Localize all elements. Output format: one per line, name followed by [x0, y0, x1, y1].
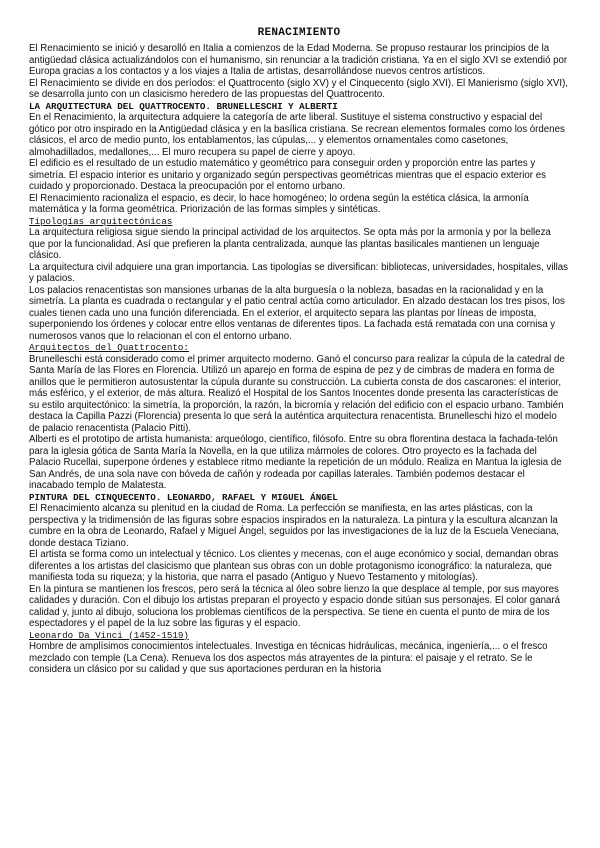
paragraph-civil-architecture: La arquitectura civil adquiere una gran importancia. Las tipologías se diversifican: bibliotecas, universidades, hospitales, villas y palacios.	[29, 261, 569, 284]
paragraph-architecture-liberal-art: En el Renacimiento, la arquitectura adquiere la categoría de arte liberal. Sustituye el sistema constructivo y espacial del gótico por otro inspirado en la Antigüedad clásica y en la basílica cristiana. Se recrean elementos formales como los órdenes clásicos, el arco de medio punto, los entablamentos, las cúpulas,... y elementos ornamentales como casetones, almohadillados, medallones,... El muro recupera su papel de cierre y apoyo.	[29, 112, 565, 158]
paragraph-religious-architecture: La arquitectura religiosa sigue siendo la principal actividad de los arquitectos. Se opta más por la armonía y por la belleza que por la funcionalidad. Así que prefieren la planta centralizada, aunque las plantas basilicales mantienen un lenguaje clásico.	[29, 227, 551, 261]
paragraph-intro: El Renacimiento se inició y desarolló en Italia a comienzos de la Edad Moderna. Se propuso restaurar los principios de la antigüedad clásica actualizándolos con el humanismo, sin renunciar a la tradición cristiana. Ya en el siglo XVI se extendió por Europa gracias a los contactos y a los viajes a Italia de artistas, desarrollándose nuevos centros artísticos.	[29, 43, 568, 77]
paragraph-palaces: Los palacios renacentistas son mansiones urbanas de la alta burguesía o la nobleza, basadas en la racionalidad y en la simetría. La planta es cuadrada o rectangular y el patio central actúa como articulador. En alzado destacan los tres pisos, los cuales tienen cada uno una función diferenciada. En el exterior, el arquitecto separa las plantas por líneas de imposta, superponiendo los órdenes y colocar entre ellos ventanas de diferentes tipos. La fachada está rematada con una cornisa y numerosos vanos que lo relacionan el con el entorno urbano.	[29, 284, 565, 342]
paragraph-brunelleschi: Brunelleschi está considerado como el primer arquitecto moderno. Ganó el concurso para realizar la cúpula de la catedral de Santa María de las Flores en Florencia. Utilizó un aparejo en forma de espina de pez y de cimbras de madera en forma de anillos que le permitieron autosustentar la cúpula durante su construcción. La cubierta consta de dos cascarones: el interior, más esférico, y el exterior, de más altura. Realizó el Hospital de los Santos Inocentes donde presenta las características de su estilo arquitectónico: la simetría, la proporción, la razón, la bicromía y relación del edificio con el espacio urbano. También destaca la Capilla Pazzi (Florencia) presenta lo que será la auténtica arquitectura renacentista. Brunelleschi hizo el modelo de palacio renacentista (Palacio Pitti).	[29, 353, 565, 434]
paragraph-artist-intellectual: El artista se forma como un intelectual y técnico. Los clientes y mecenas, con el auge económico y social, demandan obras diferentes a los artistas del clasicismo que plantean sus obras con un doble protagonismo iconográfico: la naturaleza, que manifiesta toda su riqueza; y la historia, que narra el pasado (Antiguo y Nuevo Testamento y mitologías).	[29, 549, 559, 583]
document-title: RENACIMIENTO	[257, 27, 341, 39]
paragraph-rational-space: El Renacimiento racionaliza el espacio, es decir, lo hace homogéneo; lo ordena según la estética clásica, la armonía matemática y la forma geométrica. Priorización de las formas simples y sintéticas.	[29, 192, 529, 215]
heading-cinquecento-painting: PINTURA DEL CINQUECENTO. LEONARDO, RAFAEL Y MIGUEL ÁNGEL	[29, 491, 338, 503]
subheading-leonardo: Leonardo Da Vinci (1452-1519)	[29, 629, 189, 641]
paragraph-building-geometry: El edificio es el resultado de un estudio matemático y geométrico para conseguir orden y proporción entre las partes y simetría. El espacio interior es unitario y organizado según perspectivas geométricas mientras que el espacio exterior es cuidado y proporcionado. Destaca la preocupación por el entorno urbano.	[29, 158, 546, 192]
subheading-architects: Arquitectos del Quattrocento:	[29, 342, 189, 353]
paragraph-alberti: Alberti es el prototipo de artista humanista: arqueólogo, científico, filósofo. Entre su obra florentina destaca la fachada-telón para la iglesia gótica de Santa María la Novella, en la que utiliza mármoles de colores. Otro proyecto es la fachada del Palacio Rucellai, superpone órdenes y establece ritmo mediante la repetición de un módulo. Realiza en Mantua la iglesia de San Andrés, de una sola nave con bóveda de cañón y rodeada por capillas laterales. También podemos destacar el inacabado templo de Malatesta.	[29, 434, 562, 491]
paragraph-painting-techniques: En la pintura se mantienen los frescos, pero será la técnica al óleo sobre lienzo la que desplace al temple, por sus mayores calidades y duración. Con el dibujo los artistas preparan el proyecto y espacio donde sitúan sus personajes. El color ganará calidad y, junto al dibujo, soluciona los problemas científicos de la perspectiva. Se tiene en cuenta el punto de mira de los espectadores y el papel de la luz sobre las figuras y el espacio.	[29, 583, 560, 629]
paragraph-leonardo: Hombre de amplísimos conocimientos intelectuales. Investiga en técnicas hidráulicas, mecánica, ingeniería,... o el fresco mezclado con temple (La Cena). Renueva los dos aspectos más atrayentes de la pintura: el paisaje y el retrato. Se le considera un clásico por su calidad y que sus aportaciones perduran en la historia	[29, 641, 548, 675]
heading-quattrocento-architecture: LA ARQUITECTURA DEL QUATTROCENTO. BRUNELLESCHI Y ALBERTI	[29, 100, 338, 112]
subheading-tipologias: Tipologías arquitectónicas	[29, 215, 173, 227]
paragraph-periods: El Renacimiento se divide en dos períodos: el Quattrocento (siglo XV) y el Cinquecento (siglo XVI). El Manierismo (siglo XVI), se desarrolla junto con un clasicismo heredero de las propuestas del Quattrocento.	[29, 77, 568, 100]
paragraph-rome-plenitude: El Renacimiento alcanza su plenitud en la ciudad de Roma. La perfección se manifiesta, en las artes plásticas, con la perspectiva y la tridimensión de las figuras sobre espacios inspirados en la naturaleza. La pintura y la escultura alcanzan la cumbre en la obra de Leonardo, Rafael y Miguel Ángel, seguidos por las investigaciones de la luz de la Escuela Veneciana, donde destaca Tiziano.	[29, 503, 559, 549]
